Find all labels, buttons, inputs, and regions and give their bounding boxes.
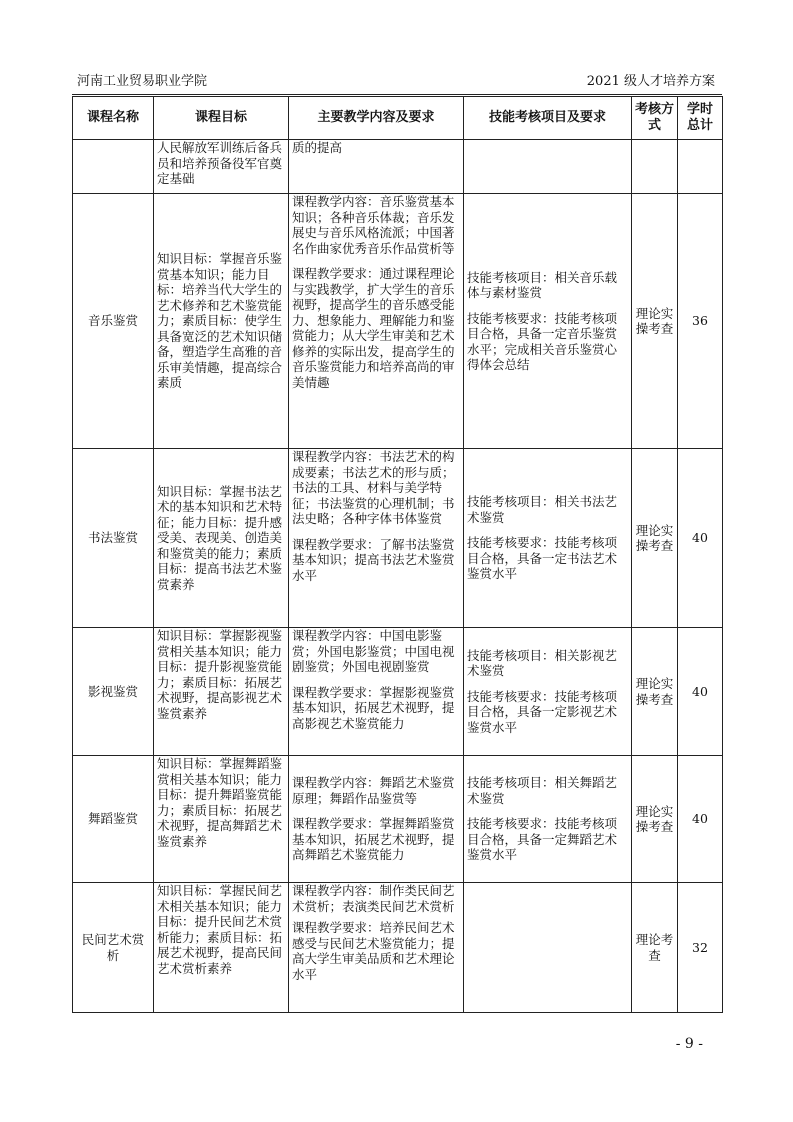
header-school-name: 河南工业贸易职业学院 bbox=[77, 74, 208, 89]
header-assessment-method: 考核方式 bbox=[632, 97, 678, 140]
header-course-name: 课程名称 bbox=[73, 97, 154, 140]
cell-course-name: 舞蹈鉴赏 bbox=[73, 756, 154, 883]
header-teaching-content: 主要教学内容及要求 bbox=[289, 97, 464, 140]
cell-course-name: 民间艺术赏析 bbox=[73, 883, 154, 1013]
table-header-row bbox=[73, 97, 723, 140]
cell-method: 理论实操考查 bbox=[632, 449, 678, 628]
skill-requirement: 技能考核要求：技能考核项目合格，具备一定书法艺术鉴赏水平 bbox=[467, 535, 618, 582]
cell-course-name: 书法鉴赏 bbox=[73, 449, 154, 628]
requirement-text: 课程教学要求：掌握舞蹈鉴赏基本知识，拓展艺术视野，提高舞蹈艺术鉴赏能力 bbox=[292, 816, 455, 863]
page-number: - 9 - bbox=[675, 1036, 703, 1052]
cell-hours: 40 bbox=[678, 449, 723, 628]
cell-skill bbox=[464, 628, 632, 756]
requirement-text: 课程教学要求：培养民间艺术感受与民间艺术鉴赏能力；提高大学生审美品质和艺术理论水平 bbox=[292, 920, 455, 982]
cell-method: 理论实操考查 bbox=[632, 628, 678, 756]
header-total-hours: 学时总计 bbox=[678, 97, 723, 140]
cell-course-name: 音乐鉴赏 bbox=[73, 194, 154, 449]
cell-content bbox=[289, 756, 464, 883]
table-row bbox=[73, 756, 723, 883]
table-row bbox=[73, 194, 723, 449]
skill-project: 技能考核项目：相关舞蹈艺术鉴赏 bbox=[467, 775, 618, 806]
cell-name bbox=[73, 140, 154, 194]
skill-project: 技能考核项目：相关书法艺术鉴赏 bbox=[467, 494, 618, 525]
cell-method: 理论实操考查 bbox=[632, 194, 678, 449]
cell-method: 理论实操考查 bbox=[632, 756, 678, 883]
cell-method: 理论考查 bbox=[632, 883, 678, 1013]
content-text: 课程教学内容：舞蹈艺术鉴赏原理；舞蹈作品鉴赏等 bbox=[292, 775, 455, 806]
requirement-text: 课程教学要求：掌握影视鉴赏基本知识，拓展艺术视野，提高影视艺术鉴赏能力 bbox=[292, 684, 455, 731]
cell-skill bbox=[464, 756, 632, 883]
cell-hours: 40 bbox=[678, 628, 723, 756]
cell-method bbox=[632, 140, 678, 194]
cell-objective: 知识目标：掌握影视鉴赏相关基本知识；能力目标：提升影视鉴赏能力；素质目标：拓展艺术视野，提高影视艺术鉴赏素养 bbox=[154, 628, 289, 756]
content-text: 课程教学内容：音乐鉴赏基本知识；各种音乐体裁；音乐发展史与音乐风格流派；中国著名作曲家优秀音乐作品赏析等 bbox=[292, 194, 455, 256]
cell-hours: 32 bbox=[678, 883, 723, 1013]
content-text: 课程教学内容：中国电影鉴赏；外国电影鉴赏；中国电视剧鉴赏；外国电视剧鉴赏 bbox=[292, 628, 455, 674]
cell-course-name: 影视鉴赏 bbox=[73, 628, 154, 756]
cell-hours bbox=[678, 140, 723, 194]
skill-project: 技能考核项目：相关影视艺术鉴赏 bbox=[467, 647, 618, 679]
cell-content bbox=[289, 628, 464, 756]
cell-objective: 人民解放军训练后备兵员和培养预备役军官奠定基础 bbox=[154, 140, 289, 194]
course-table bbox=[72, 96, 723, 1013]
cell-skill bbox=[464, 449, 632, 628]
requirement-text: 课程教学要求：了解书法鉴赏基本知识；提高书法艺术鉴赏水平 bbox=[292, 536, 455, 583]
header-skill-assessment: 技能考核项目及要求 bbox=[464, 97, 632, 140]
cell-content bbox=[289, 194, 464, 449]
skill-project: 技能考核项目：相关音乐载体与素材鉴赏 bbox=[467, 269, 618, 300]
skill-requirement: 技能考核要求：技能考核项目合格，具备一定音乐鉴赏水平；完成相关音乐鉴赏心得体会总结 bbox=[467, 310, 618, 372]
cell-objective: 知识目标：掌握民间艺术相关基本知识；能力目标：提升民间艺术赏析能力；素质目标：拓展艺术视野，提高民间艺术赏析素养 bbox=[154, 883, 289, 1013]
cell-hours: 36 bbox=[678, 194, 723, 449]
cell-skill bbox=[464, 883, 632, 1013]
content-text: 课程教学内容：制作类民间艺术赏析；表演类民间艺术赏析 bbox=[292, 883, 455, 914]
header-document-title: 2021 级人才培养方案 bbox=[586, 74, 715, 89]
cell-skill bbox=[464, 194, 632, 449]
header-rule bbox=[72, 94, 722, 95]
skill-requirement: 技能考核要求：技能考核项目合格，具备一定舞蹈艺术鉴赏水平 bbox=[467, 816, 618, 863]
content-text: 课程教学内容：书法艺术的构成要素；书法艺术的形与质；书法的工具、材料与美学特征；书法鉴赏的心理机制；书法史略；各种字体书体鉴赏 bbox=[292, 449, 455, 526]
cell-skill bbox=[464, 140, 632, 194]
cell-content bbox=[289, 449, 464, 628]
cell-objective: 知识目标：掌握音乐鉴赏基本知识；能力目标：培养当代大学生的艺术修养和艺术鉴赏能力；素质目标：使学生具备宽泛的艺术知识储备，塑造学生高雅的音乐审美情趣，提高综合素质 bbox=[154, 194, 289, 449]
table-row bbox=[73, 628, 723, 756]
skill-requirement: 技能考核要求：技能考核项目合格，具备一定影视艺术鉴赏水平 bbox=[467, 688, 618, 735]
cell-hours: 40 bbox=[678, 756, 723, 883]
cell-content: 质的提高 bbox=[289, 140, 464, 194]
cell-content bbox=[289, 883, 464, 1013]
table-row bbox=[73, 449, 723, 628]
header-course-objective: 课程目标 bbox=[154, 97, 289, 140]
cell-objective: 知识目标：掌握书法艺术的基本知识和艺术特征；能力目标：提升感受美、表现美、创造美和鉴赏美的能力；素质目标：提高书法艺术鉴赏素养 bbox=[154, 449, 289, 628]
requirement-text: 课程教学要求：通过课程理论与实践教学，扩大学生的音乐视野，提高学生的音乐感受能力、想象能力、理解能力和鉴赏能力；从大学生审美和艺术修养的实际出发，提高学生的音乐鉴赏能力和培养高尚的审美情趣 bbox=[292, 266, 455, 390]
table-row bbox=[73, 883, 723, 1013]
table-row-continued bbox=[73, 140, 723, 194]
cell-objective: 知识目标：掌握舞蹈鉴赏相关基本知识；能力目标：提升舞蹈鉴赏能力；素质目标：拓展艺术视野，提高舞蹈艺术鉴赏素养 bbox=[154, 756, 289, 883]
